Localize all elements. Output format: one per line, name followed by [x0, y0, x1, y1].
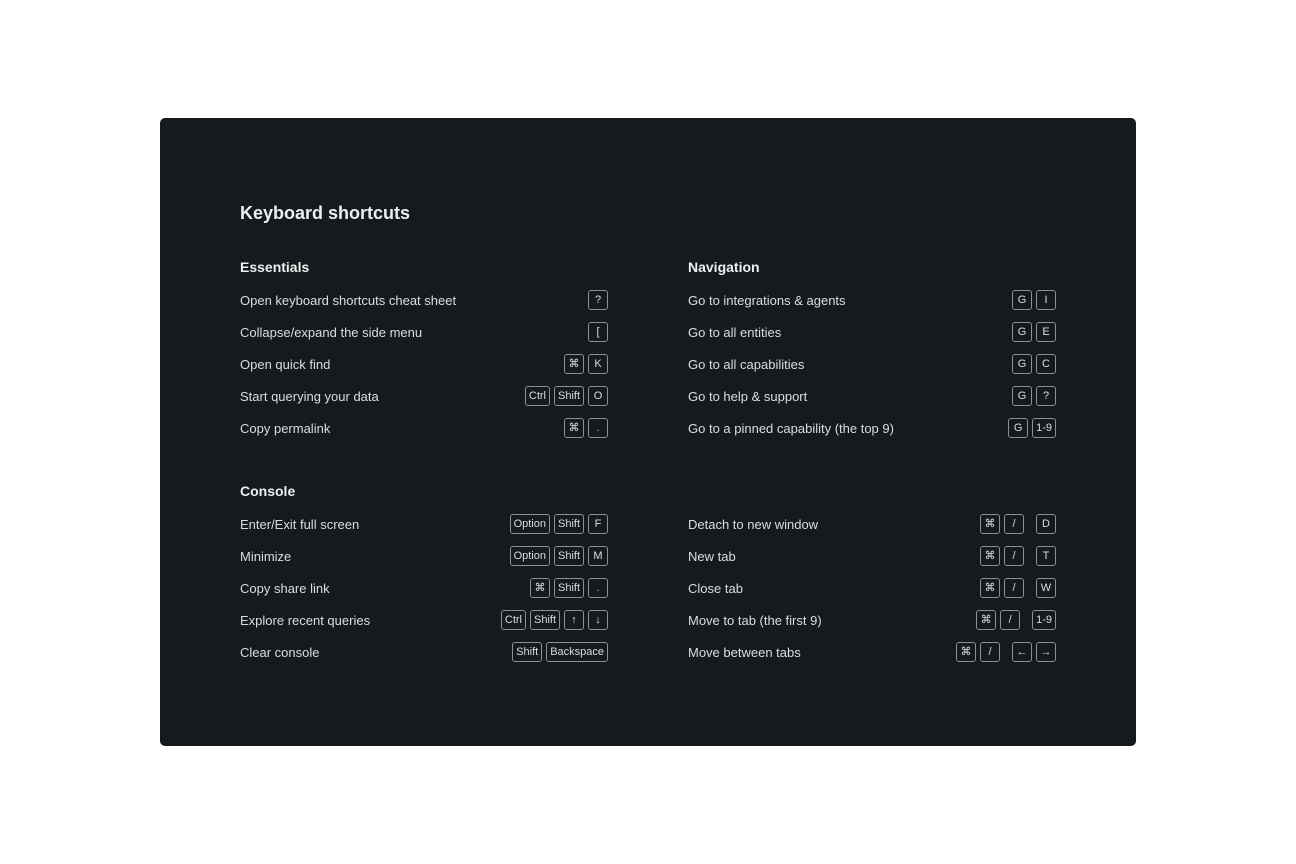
keycap: ⌘ [956, 642, 976, 662]
keycap: ↓ [588, 610, 608, 630]
keycap: G [1012, 290, 1032, 310]
shortcut-label: Explore recent queries [240, 612, 371, 628]
keycap: O [588, 386, 608, 406]
shortcut-keys [956, 642, 1056, 662]
shortcut-row [240, 508, 608, 540]
keycap: ⌘ [564, 354, 584, 374]
keycap: Backspace [546, 642, 608, 662]
keycap: [ [588, 322, 608, 342]
shortcut-row [688, 284, 1056, 316]
shortcut-list [240, 508, 608, 668]
shortcut-keys [1008, 418, 1056, 438]
shortcut-list [240, 284, 608, 444]
keycap: F [588, 514, 608, 534]
shortcut-keys [512, 642, 608, 662]
shortcut-label: Close tab [688, 580, 743, 596]
keycap: W [1036, 578, 1056, 598]
keycap: ? [588, 290, 608, 310]
shortcut-label: Go to all entities [688, 324, 782, 340]
keycap: Ctrl [501, 610, 526, 630]
shortcut-row [688, 412, 1056, 444]
keycap: D [1036, 514, 1056, 534]
keycap: M [588, 546, 608, 566]
keycap: ⌘ [980, 578, 1000, 598]
shortcut-row [688, 572, 1056, 604]
shortcut-label: Go to integrations & agents [688, 292, 846, 308]
keycap: E [1036, 322, 1056, 342]
shortcut-label: Detach to new window [688, 516, 819, 532]
shortcut-label: Minimize [240, 548, 292, 564]
section-console-tabs [688, 482, 1056, 668]
shortcut-row [240, 540, 608, 572]
keycap: / [1004, 578, 1024, 598]
shortcut-row [688, 316, 1056, 348]
shortcut-row [240, 412, 608, 444]
keycap: 1-9 [1032, 418, 1056, 438]
shortcut-row [688, 540, 1056, 572]
shortcut-row [240, 604, 608, 636]
keycap: Shift [554, 546, 584, 566]
keycap: / [1000, 610, 1020, 630]
shortcut-keys [510, 546, 608, 566]
shortcut-keys [1012, 386, 1056, 406]
shortcut-label: New tab [688, 548, 736, 564]
shortcut-keys [1012, 290, 1056, 310]
shortcut-keys [510, 514, 608, 534]
keycap: Shift [554, 386, 584, 406]
keycap: Shift [512, 642, 542, 662]
section-heading-console: Console [240, 483, 296, 499]
keycap: ⌘ [530, 578, 550, 598]
keycap: Shift [530, 610, 560, 630]
shortcut-list [688, 508, 1056, 668]
shortcut-label: Copy permalink [240, 420, 331, 436]
shortcut-label: Enter/Exit full screen [240, 516, 360, 532]
shortcut-keys [1012, 322, 1056, 342]
keycap: Option [510, 514, 550, 534]
page-title: Keyboard shortcuts [240, 203, 411, 223]
shortcut-keys [980, 546, 1056, 566]
keycap: G [1012, 322, 1032, 342]
shortcut-keys [530, 578, 608, 598]
keycap: G [1012, 354, 1032, 374]
shortcut-label: Move to tab (the first 9) [688, 612, 822, 628]
keycap: G [1008, 418, 1028, 438]
shortcut-row [240, 636, 608, 668]
shortcut-keys [588, 290, 608, 310]
shortcut-keys [564, 418, 608, 438]
shortcut-row [240, 572, 608, 604]
keycap: Shift [554, 578, 584, 598]
shortcut-row [240, 284, 608, 316]
keycap: Ctrl [525, 386, 550, 406]
section-heading-essentials: Essentials [240, 259, 310, 275]
shortcut-keys [501, 610, 608, 630]
shortcut-row [240, 380, 608, 412]
keycap: Option [510, 546, 550, 566]
section-console [240, 482, 608, 668]
section-essentials [240, 258, 608, 444]
keycap: / [1004, 514, 1024, 534]
keyboard-shortcuts-panel [160, 118, 1136, 746]
shortcut-label: Open quick find [240, 356, 331, 372]
shortcut-row [240, 316, 608, 348]
keycap: ↑ [564, 610, 584, 630]
shortcut-list [688, 284, 1056, 444]
keycap: 1-9 [1032, 610, 1056, 630]
section-navigation [688, 258, 1056, 444]
shortcut-label: Go to all capabilities [688, 356, 805, 372]
shortcut-row [688, 380, 1056, 412]
keycap: . [588, 578, 608, 598]
keycap: Shift [554, 514, 584, 534]
keycap: ⌘ [980, 514, 1000, 534]
keycap: T [1036, 546, 1056, 566]
shortcut-label: Move between tabs [688, 644, 801, 660]
keycap: ⌘ [980, 546, 1000, 566]
keycap: . [588, 418, 608, 438]
section-heading-navigation: Navigation [688, 259, 760, 275]
keycap: / [1004, 546, 1024, 566]
shortcut-row [688, 636, 1056, 668]
shortcut-label: Copy share link [240, 580, 330, 596]
keycap: I [1036, 290, 1056, 310]
keycap: G [1012, 386, 1032, 406]
shortcut-row [688, 348, 1056, 380]
shortcut-row [688, 604, 1056, 636]
keycap: ? [1036, 386, 1056, 406]
keycap: ⌘ [976, 610, 996, 630]
shortcut-keys [564, 354, 608, 374]
shortcut-keys [980, 514, 1056, 534]
shortcut-row [240, 348, 608, 380]
keycap: / [980, 642, 1000, 662]
shortcut-keys [976, 610, 1056, 630]
keycap: K [588, 354, 608, 374]
shortcut-label: Open keyboard shortcuts cheat sheet [240, 292, 457, 308]
shortcut-label: Start querying your data [240, 388, 379, 404]
shortcut-row [688, 508, 1056, 540]
shortcut-keys [525, 386, 608, 406]
shortcut-keys [1012, 354, 1056, 374]
keycap: C [1036, 354, 1056, 374]
shortcut-keys [588, 322, 608, 342]
shortcut-label: Clear console [240, 644, 320, 660]
keycap: ← [1012, 642, 1032, 662]
shortcut-keys [980, 578, 1056, 598]
shortcut-label: Go to help & support [688, 388, 808, 404]
keycap: → [1036, 642, 1056, 662]
shortcut-label: Collapse/expand the side menu [240, 324, 423, 340]
keycap: ⌘ [564, 418, 584, 438]
shortcut-label: Go to a pinned capability (the top 9) [688, 420, 894, 436]
